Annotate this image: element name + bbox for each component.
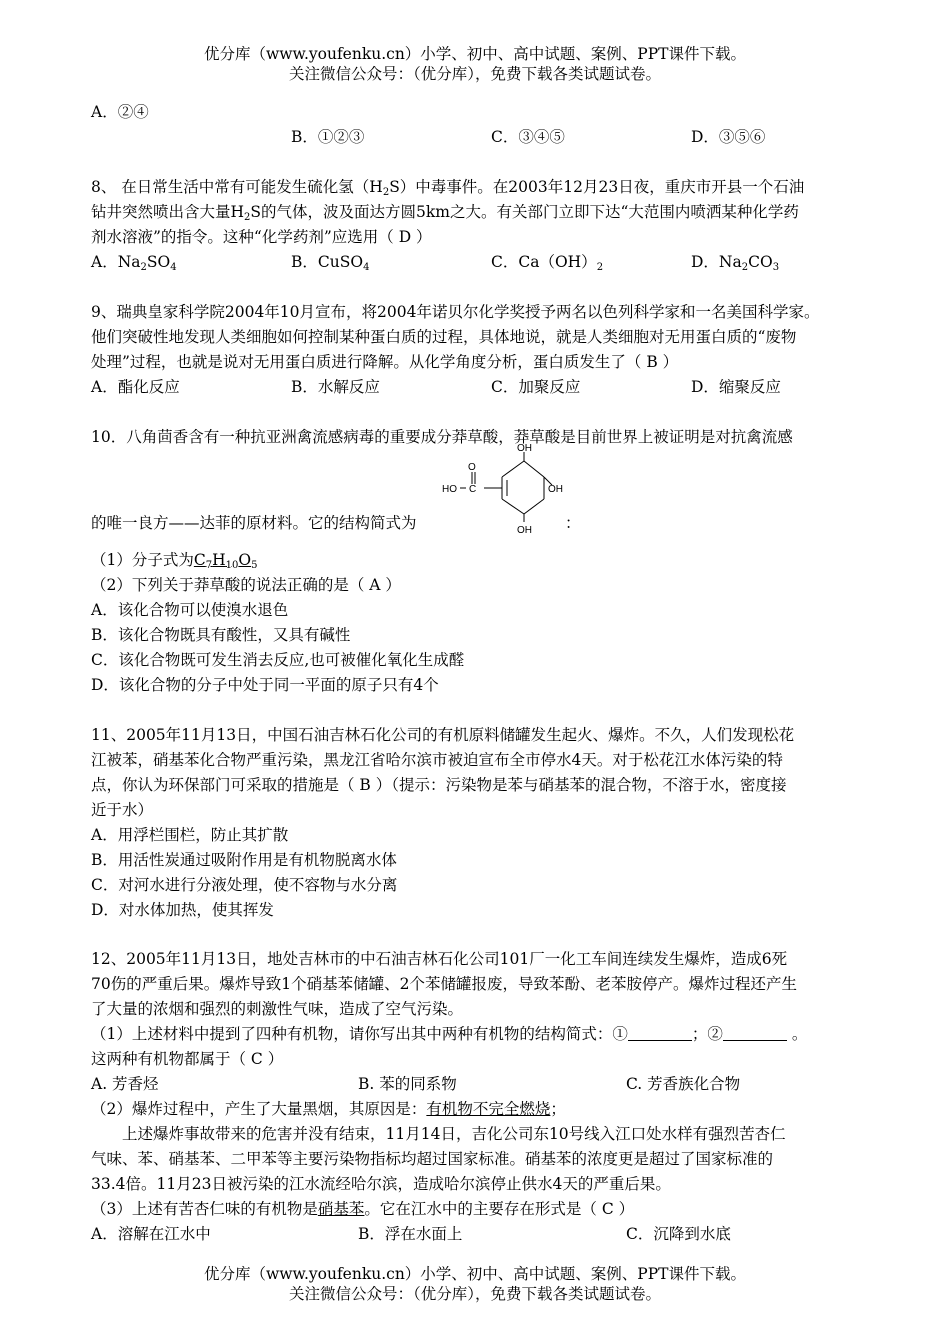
q12-paragraph-line-1: 上述爆炸事故带来的危害并没有结束，11月14日，吉化公司东10号线入江口处水样有强烈苦杏仁	[122, 1125, 786, 1143]
q11-option-d: D．对水体加热，使其挥发	[91, 901, 274, 919]
q10-option-c: C．该化合物既可发生消去反应,也可被催化氧化生成醛	[91, 651, 465, 669]
q7-option-a: A．②④	[91, 103, 149, 121]
answer-blank-1[interactable]	[628, 1024, 692, 1041]
mol-label-oh-top: OH	[517, 444, 532, 454]
q7-option-b: B．①②③	[291, 128, 365, 146]
q11-line-3: 点，你认为环保部门可采取的措施是（ B ）（提示：污染物是苯与硝基苯的混合物，不溶于水，密度接	[91, 776, 787, 794]
q12-part-3: （3）上述有苦杏仁味的有机物是硝基苯。它在江水中的主要存在形式是（ C ）	[91, 1200, 635, 1218]
q10-part-1: （1）分子式为$C_7H_{10}O_5$	[91, 551, 258, 571]
q12-line-1: 12、2005年11月13日，地处吉林市的中石油吉林石化公司101厂一化工车间连续发生爆炸，造成6死	[91, 950, 788, 968]
q11-option-c: C．对河水进行分液处理，使不容物与水分离	[91, 876, 398, 894]
q10-option-a: A．该化合物可以使溴水退色	[91, 601, 289, 619]
mol-label-c: C	[469, 484, 477, 495]
q10-colon: ：	[565, 514, 581, 532]
q8-option-a: A．$Na_2SO_4$	[91, 253, 177, 273]
q8-option-b: B．CuSO$_4$	[291, 253, 370, 273]
q10-line-2: 的唯一良方——达菲的原材料。它的结构简式为	[91, 514, 417, 532]
q12-part-1-line-2: 这两种有机物都属于（ C ）	[91, 1050, 284, 1068]
q10-part-2: （2）下列关于莽草酸的说法正确的是（ A ）	[91, 576, 401, 594]
q7-option-c: C．③④⑤	[491, 128, 565, 146]
q12-part-1: （1）上述材料中提到了四种有机物，请你写出其中两种有机物的结构简式：① ；② 。	[91, 1025, 808, 1043]
q8-line-2: 钻井突然喷出含大量$H_2S$的气体，波及面达方圆5km之大。有关部门立即下达“大范围内喷洒某种化学药	[91, 203, 799, 223]
q9-option-c: C．加聚反应	[491, 378, 581, 396]
mol-label-oh-bottom: OH	[517, 525, 532, 536]
footer-line-2: 关注微信公众号：（优分库），免费下载各类试题试卷。	[288, 1285, 661, 1303]
q11-line-4: 近于水）	[91, 801, 154, 819]
q12-paragraph-line-3: 33.4倍。11月23日被污染的江水流经哈尔滨，造成哈尔滨停止供水4天的严重后果。	[91, 1175, 671, 1193]
header-line-2: 关注微信公众号：（优分库），免费下载各类试题试卷。	[288, 65, 661, 83]
q12-option-a: A. 芳香烃	[91, 1075, 159, 1093]
q10-line-1: 10．八角茴香含有一种抗亚洲禽流感病毒的重要成分莽草酸，莽草酸是目前世界上被证明是对抗禽流感	[91, 428, 793, 446]
q9-option-b: B．水解反应	[291, 378, 380, 396]
q11-line-2: 江被苯，硝基苯化合物严重污染，黑龙江省哈尔滨市被迫宣布全市停水4天。对于松花江水体污染的特	[91, 751, 783, 769]
q12-paragraph-line-2: 气味、苯、硝基苯、二甲苯等主要污染物指标均超过国家标准。硝基苯的浓度更是超过了国家标准的	[91, 1150, 774, 1168]
q12-part-3-option-c: C．沉降到水底	[626, 1225, 731, 1243]
mol-label-oh-right: OH	[548, 484, 563, 495]
footer-line-1: 优分库（www.youfenku.cn）小学、初中、高中试题、案例、PPT课件下载。	[203, 1265, 747, 1283]
q10-formula-answer: $C_7H_{10}O_5$	[193, 551, 258, 571]
q12-option-b: B. 苯的同系物	[358, 1075, 457, 1093]
q8-line-1: 8、 在日常生活中常有可能发生硫化氢$(H_2S)$中毒事件。在2003年12月23日夜，重庆市开县一个石油	[91, 178, 805, 198]
q7-option-d: D．③⑤⑥	[691, 128, 766, 146]
q9-line-3: 处理”过程，也就是说对无用蛋白质进行降解。从化学角度分析，蛋白质发生了（ B ）	[91, 353, 679, 371]
q12-part-3-answer: 硝基苯	[317, 1200, 365, 1218]
q12-part-3-option-b: B．浮在水面上	[358, 1225, 463, 1243]
q12-part-2: （2）爆炸过程中，产生了大量黑烟，其原因是：有机物不完全燃烧；	[91, 1100, 566, 1118]
q9-option-d: D．缩聚反应	[691, 378, 781, 396]
q9-line-2: 他们突破性地发现人类细胞如何控制某种蛋白质的过程，具体地说，就是人类细胞对无用蛋白质的“废物	[91, 328, 797, 346]
mol-label-o: O	[468, 462, 476, 473]
shikimic-acid-structure	[436, 444, 576, 536]
q12-part-3-option-a: A．溶解在江水中	[91, 1225, 211, 1243]
q8-line-3: 剂水溶液”的指令。这种“化学药剂”应选用（ D ）	[91, 228, 432, 246]
q10-option-b: B．该化合物既具有酸性，又具有碱性	[91, 626, 351, 644]
mol-label-ho: HO	[442, 484, 457, 495]
q9-option-a: A．酯化反应	[91, 378, 180, 396]
q11-option-a: A．用浮栏围栏，防止其扩散	[91, 826, 289, 844]
q12-line-2: 70伤的严重后果。爆炸导致1个硝基苯储罐、2个苯储罐报废，导致苯酚、老苯胺停产。爆炸过程还产生	[91, 975, 797, 993]
answer-blank-2[interactable]	[723, 1024, 787, 1041]
q11-line-1: 11、2005年11月13日，中国石油吉林石化公司的有机原料储罐发生起火、爆炸。不久，人们发现松花	[91, 726, 795, 744]
q12-part-2-answer: 有机物不完全燃烧	[426, 1100, 551, 1118]
q8-option-c: C．$Ca(OH)_2$	[491, 253, 604, 273]
q9-line-1: 9、瑞典皇家科学院2004年10月宣布，将2004年诺贝尔化学奖授予两名以色列科学家和一名美国科学家。	[91, 303, 820, 321]
q12-option-c: C. 芳香族化合物	[626, 1075, 741, 1093]
q8-option-d: D．$Na_2CO_3$	[691, 253, 780, 273]
q10-option-d: D．该化合物的分子中处于同一平面的原子只有4个	[91, 676, 439, 694]
q12-line-3: 了大量的浓烟和强烈的刺激性气味，造成了空气污染。	[91, 1000, 464, 1018]
q11-option-b: B．用活性炭通过吸附作用是有机物脱离水体	[91, 851, 397, 869]
header-line-1: 优分库（www.youfenku.cn）小学、初中、高中试题、案例、PPT课件下载。	[203, 45, 747, 63]
